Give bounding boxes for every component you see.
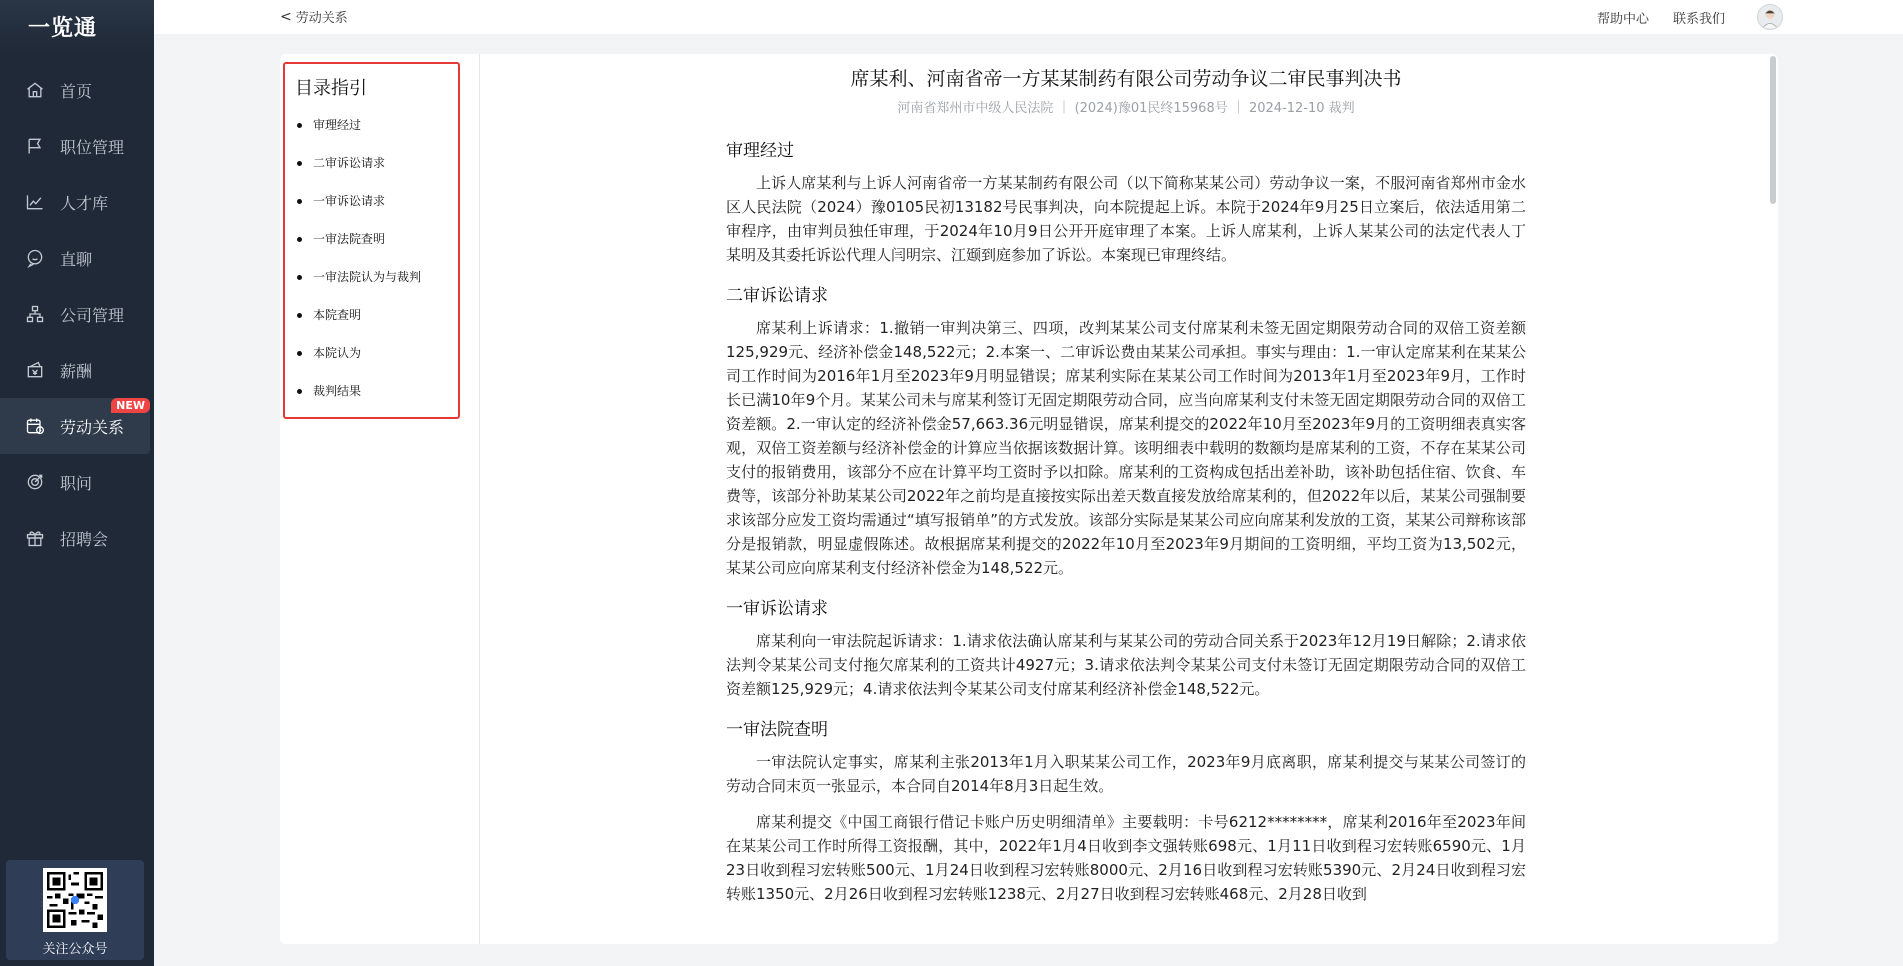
top-bar	[154, 0, 1903, 34]
sidebar-item-label: 职问	[60, 473, 93, 493]
toc-panel	[283, 62, 460, 419]
toc-divider	[479, 54, 480, 944]
sidebar-item-home[interactable]	[0, 62, 154, 118]
section-paragraph: 席某利上诉请求：1.撤销一审判决第三、四项，改判某某公司支付席某利未签无固定期限劳动合同的双倍工资差额125,929元、经济补偿金148,522元；2.本案一、二审诉讼费由某某公司承担。事实与理由：1.一审认定席某利在某某公司工作时间为2016年1月至2023年9月明显错误；席某利实际在某某公司工作时间为2013年1月至2023年9月，工作时长已满10年9个月。某某公司未与席某利签订无固定期限劳动合同，应当向席某利支付未签无固定期限劳动合同的双倍工资差额。2.一审认定的经济补偿金57,663.36元明显错误，席某利提交的2022年10月至2023年9月的工资明细表真实客观，双倍工资差额与经济补偿金的计算应当依据该数据计算。该明细表中载明的数额均是席某利的工资，不存在某某公司支付的报销费用，该部分不应在计算平均工资时予以扣除。席某利的工资构成包括出差补助，该补助包括住宿、饮食、车费等，该部分补助某某公司2022年之前均是直接按实际出差天数直接发放给席某利的，但2022年以后，某某公司强制要求该部分应发工资均需通过“填写报销单”的方式发放。该部分实际是某某公司应向席某利发放的工资，某某公司辩称该部分是报销款，明显虚假陈述。故根据席某利提交的2022年10月至2023年9月期间的工资明细，平均工资为13,502元，某某公司应向席某利支付经济补偿金为148,522元。	[726, 319, 1526, 577]
toc-item[interactable]: 一审法院认为与裁判	[295, 266, 448, 304]
sidebar-item-label: 直聊	[60, 249, 93, 269]
section-paragraph: 上诉人席某利与上诉人河南省帝一方某某制药有限公司（以下简称某某公司）劳动争议一案，不服河南省郑州市金水区人民法院（2024）豫0105民初13182号民事判决，向本院提起上诉。本院于2024年9月25日立案后，依法适用第二审程序，由审判员独任审理，于2024年10月9日公开开庭审理了本案。上诉人席某利，上诉人某某公司的法定代表人丁某明及其委托诉讼代理人闫明宗、江颋到庭参加了诉讼。本案现已审理终结。	[726, 174, 1526, 264]
sidebar-item-label: 首页	[60, 81, 93, 101]
new-badge: NEW	[111, 398, 150, 413]
sidebar-item-job-fair[interactable]	[0, 510, 154, 566]
scrollbar-thumb[interactable]	[1770, 56, 1776, 204]
sidebar-item-talent[interactable]	[0, 174, 154, 230]
wallet-icon	[24, 359, 46, 381]
sidebar-item-label: 人才库	[60, 193, 109, 213]
toc-list	[295, 114, 448, 418]
document-meta: 河南省郑州市中级人民法院 ｜ (2024)豫01民终15968号 ｜ 2024-12-10 裁判	[897, 101, 1355, 116]
home-icon	[24, 79, 46, 101]
sidebar-item-label: 劳动关系	[60, 417, 125, 437]
avatar[interactable]	[1757, 4, 1783, 30]
section-paragraph: 席某利提交《中国工商银行借记卡账户历史明细清单》主要载明：卡号6212********，席某利2016年至2023年间在某某公司工作时所得工资报酬，其中，2022年1月4日收到李文强转账698元、1月11日收到程习宏转账6590元、1月23日收到程习宏转账500元、1月24日收到程习宏转账8000元、2月16日收到程习宏转账5390元、2月24日收到程习宏转账1350元、2月26日收到程习宏转账1238元、2月27日收到程习宏转账468元、2月28日收到	[726, 813, 1526, 903]
brand-logo[interactable]: 一览通	[0, 0, 154, 52]
sidebar-item-salary[interactable]	[0, 342, 154, 398]
toc-item[interactable]: 审理经过	[295, 114, 448, 152]
sidebar-item-label: 薪酬	[60, 361, 93, 381]
section-paragraph: 席某利向一审法院起诉请求：1.请求依法确认席某利与某某公司的劳动合同关系于2023年12月19日解除；2.请求依法判令某某公司支付拖欠席某利的工资共计4927元；3.请求依法判令某某公司支付未签订无固定期限劳动合同的双倍工资差额125,929元；4.请求依法判令某某公司支付席某利经济补偿金148,522元。	[726, 632, 1526, 698]
toc-item[interactable]: 本院认为	[295, 342, 448, 380]
sidebar-nav	[0, 62, 154, 566]
sidebar-item-jobs[interactable]	[0, 118, 154, 174]
section-title: 二审诉讼请求	[726, 286, 828, 306]
section-title: 审理经过	[726, 141, 794, 161]
chat-icon	[24, 247, 46, 269]
sidebar-item-label: 公司管理	[60, 305, 125, 325]
contact-us-link[interactable]: 联系我们	[1672, 12, 1725, 27]
back-link[interactable]	[280, 7, 348, 26]
section-title: 一审诉讼请求	[726, 599, 828, 619]
sidebar-item-chat[interactable]	[0, 230, 154, 286]
toc-item[interactable]: 本院查明	[295, 304, 448, 342]
toc-item[interactable]: 一审法院查明	[295, 228, 448, 266]
flag-icon	[24, 135, 46, 157]
chevron-left-icon: <	[280, 8, 292, 25]
toc-item[interactable]: 一审诉讼请求	[295, 190, 448, 228]
chart-icon	[24, 191, 46, 213]
top-links	[1597, 8, 1725, 27]
section-paragraph: 一审法院认定事实，席某利主张2013年1月入职某某公司工作，2023年9月底离职，席某利提交与某某公司签订的劳动合同末页一张显示，本合同自2014年8月3日起生效。	[726, 753, 1526, 795]
document-body	[726, 64, 1526, 920]
sidebar-item-label: 招聘会	[60, 529, 109, 549]
qr-code	[43, 868, 107, 932]
toc-item[interactable]: 裁判结果	[295, 380, 448, 418]
sidebar-item-label: 职位管理	[60, 137, 125, 157]
sidebar-item-labor-relations[interactable]	[0, 398, 150, 454]
gift-icon	[24, 527, 46, 549]
section-trial-process	[726, 136, 1526, 267]
section-first-instance-findings	[726, 715, 1526, 906]
content-card	[280, 54, 1778, 944]
help-center-link[interactable]: 帮助中心	[1596, 12, 1649, 27]
section-second-instance-claims	[726, 281, 1526, 580]
labor-icon	[24, 415, 46, 437]
back-label: 劳动关系	[295, 11, 348, 26]
sidebar	[0, 0, 154, 966]
toc-item[interactable]: 二审诉讼请求	[295, 152, 448, 190]
org-icon	[24, 303, 46, 325]
toc-title: 目录指引	[295, 78, 367, 99]
qr-follow-card[interactable]	[6, 860, 144, 960]
section-title: 一审法院查明	[726, 720, 828, 740]
section-first-instance-claims	[726, 594, 1526, 701]
sidebar-item-company[interactable]	[0, 286, 154, 342]
target-icon	[24, 471, 46, 493]
document-title: 席某利、河南省帝一方某某制药有限公司劳动争议二审民事判决书	[850, 68, 1402, 90]
sidebar-item-ask[interactable]	[0, 454, 154, 510]
qr-label: 关注公众号	[42, 942, 108, 957]
